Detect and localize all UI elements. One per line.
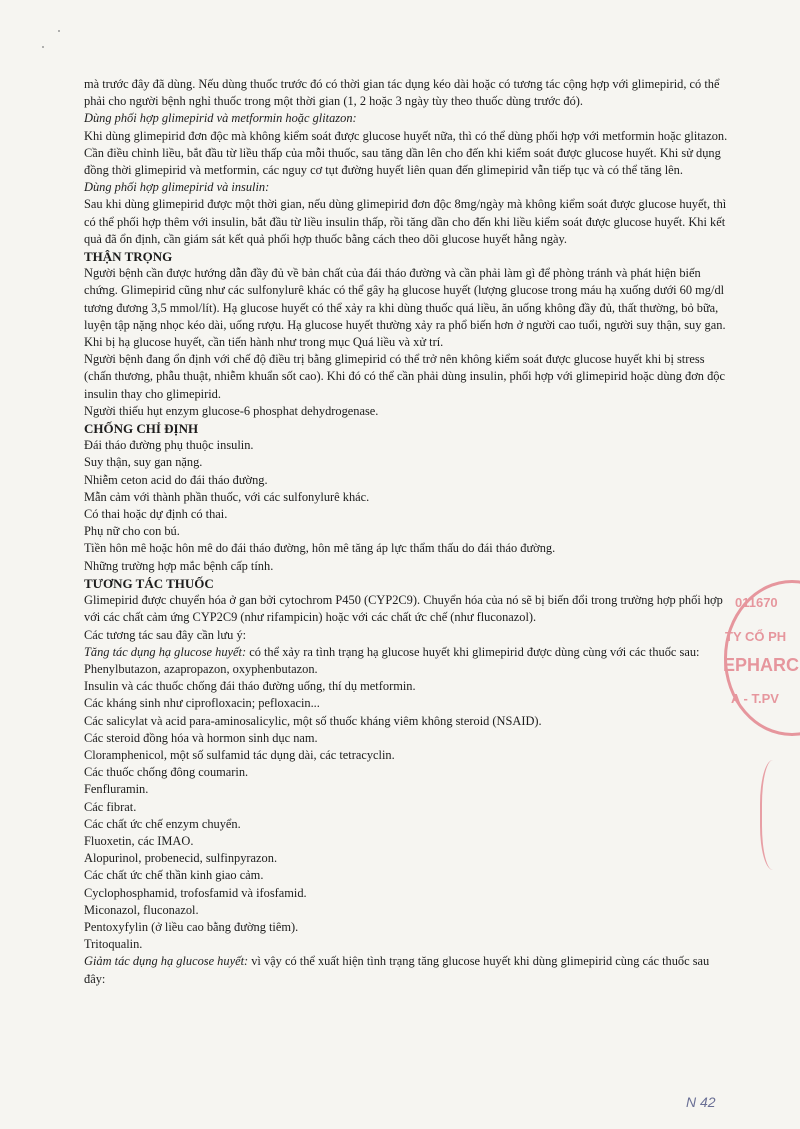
list-item: Phụ nữ cho con bú. (84, 524, 180, 539)
decrease-effect-paragraph (84, 953, 732, 987)
increase-effect-paragraph (84, 644, 732, 661)
speck (58, 30, 60, 32)
caution-paragraph: Người bệnh cần được hướng dẫn đầy đủ về bản chất của đái tháo đường và cần phải làm gì để phòng tránh và phát hiện biến chứng. Glimepirid cũng như các sulfonylurê khác có thể gây hạ glucose huyết (lượng glucose trong máu hạ xuống dưới 60 mg/dl tương đương 3,5 mmol/lít). Hạ glucose huyết có thể xảy ra khi dùng thuốc quá liều, ăn uống không đầy đủ, thất thường, bỏ bữa, luyện tập nặng nhọc kéo dài, uống rượu. Hạ glucose huyết thường xảy ra phổ biến hơn ở người cao tuổi, người suy thận, suy gan. Khi bị hạ glucose huyết, cần tiến hành như trong mục Quá liều và xử trí. (84, 266, 726, 350)
speck (42, 46, 44, 48)
list-item: Suy thận, suy gan nặng. (84, 455, 203, 470)
list-item: Tritoqualin. (84, 937, 143, 952)
company-stamp (724, 580, 800, 736)
increase-effect-title: Tăng tác dụng hạ glucose huyết: (84, 644, 247, 659)
list-item: Các thuốc chống đông coumarin. (84, 765, 249, 780)
caution-heading: THẬN TRỌNG (84, 249, 173, 265)
list-item: Các kháng sinh như ciprofloxacin; pefloxacin... (84, 696, 320, 711)
caution-paragraph: Người thiếu hụt enzym glucose-6 phosphat dehydrogenase. (84, 403, 379, 418)
list-item: Phenylbutazon, azapropazon, oxyphenbutazon. (84, 661, 318, 676)
increase-effect-list (84, 661, 732, 953)
document-page (84, 76, 732, 988)
interactions-intro: Glimepirid được chuyển hóa ở gan bởi cytochrom P450 (CYP2C9). Chuyển hóa của nó sẽ bị biến đổi trong trường hợp phối hợp với các chất cảm ứng CYP2C9 (như rifampicin) hoặc với các chất ức chế (như fluconazol). (84, 593, 723, 625)
combo-metformin-title: Dùng phối hợp glimepirid và metformin hoặc glitazon: (84, 111, 357, 126)
list-item: Các fibrat. (84, 799, 137, 814)
page-number-mark: N 42 (686, 1094, 716, 1110)
intro-paragraph: mà trước đây đã dùng. Nếu dùng thuốc trước đó có thời gian tác dụng kéo dài hoặc có tương tác cộng hợp với glimepirid, có thể phải cho người bệnh nghỉ thuốc trong một thời gian (1, 2 hoặc 3 ngày tùy theo thuốc dùng trước đó). (84, 77, 720, 109)
list-item: Đái tháo đường phụ thuộc insulin. (84, 438, 254, 453)
stamp-text: TY CỔ PH (725, 629, 787, 644)
list-item: Tiền hôn mê hoặc hôn mê do đái tháo đường, hôn mê tăng áp lực thẩm thấu do đái tháo đường. (84, 541, 556, 556)
list-item: Các steroid đồng hóa và hormon sinh dục nam. (84, 730, 318, 745)
combo-insulin-title: Dùng phối hợp glimepirid và insulin: (84, 180, 270, 195)
list-item: Pentoxyfylin (ở liều cao bằng đường tiêm). (84, 919, 299, 934)
combo-metformin-text: Khi dùng glimepirid đơn độc mà không kiểm soát được glucose huyết nữa, thì có thể dùng phối hợp với metformin hoặc glitazon. Cần điều chỉnh liều, bắt đầu từ liều thấp của mỗi thuốc, sau tăng dần lên cho đến khi kiểm soát được glucose huyết. Khi sử dụng đồng thời glimepirid và metformin, các nguy cơ tụt đường huyết liên quan đến glimepirid vẫn tiếp tục và có thể tăng lên. (84, 128, 728, 178)
list-item: Có thai hoặc dự định có thai. (84, 507, 228, 522)
contraindications-list (84, 437, 732, 575)
caution-paragraph: Người bệnh đang ổn định với chế độ điều trị bằng glimepirid có thể trở nên không kiểm soát được glucose huyết khi bị stress (chấn thương, phẫu thuật, nhiễm khuẩn sốt cao). Khi đó có thể cần phải dùng insulin, phối hợp với glimepirid hoặc dùng đơn độc insulin thay cho glimepirid. (84, 352, 725, 401)
combo-insulin-text: Sau khi dùng glimepirid được một thời gian, nếu dùng glimepirid đơn độc 8mg/ngày mà không kiểm soát được glucose huyết, thì có thể phối hợp thêm với insulin, bắt đầu từ liều insulin thấp, rồi tăng dần cho đến khi liều kiểm soát được glucose huyết. Khi kết quả đã ổn định, cần giám sát kết quả phối hợp thuốc bằng cách theo dõi glucose huyết hằng ngày. (84, 197, 727, 246)
list-item: Miconazol, fluconazol. (84, 902, 199, 917)
decrease-effect-text: vì vậy có thể xuất hiện tình trạng tăng glucose huyết khi dùng glimepirid cùng các thuốc sau đây: (84, 954, 710, 986)
stamp-text: A - T.PV (731, 691, 779, 706)
interactions-heading: TƯƠNG TÁC THUỐC (84, 575, 214, 591)
list-item: Nhiễm ceton acid do đái tháo đường. (84, 472, 268, 487)
list-item: Mẫn cảm với thành phần thuốc, với các sulfonylurê khác. (84, 489, 370, 504)
decrease-effect-title: Giảm tác dụng hạ glucose huyết: (84, 954, 249, 969)
list-item: Insulin và các thuốc chống đái tháo đường uống, thí dụ metformin. (84, 679, 416, 694)
list-item: Fenfluramin. (84, 782, 149, 797)
list-item: Các chất ức chế enzym chuyển. (84, 816, 241, 831)
signature-mark (760, 760, 792, 870)
contraindications-heading: CHỐNG CHỈ ĐỊNH (84, 421, 199, 437)
stamp-text: EPHARC (723, 655, 800, 675)
stamp-text: 011670 (735, 595, 778, 610)
list-item: Fluoxetin, các IMAO. (84, 833, 194, 848)
increase-effect-text: có thể xảy ra tình trạng hạ glucose huyết khi glimepirid được dùng cùng với các thuốc sau: (246, 644, 700, 659)
list-item: Các salicylat và acid para-aminosalicylic, một số thuốc kháng viêm không steroid (NSAID). (84, 713, 542, 728)
list-item: Cloramphenicol, một số sulfamid tác dụng dài, các tetracyclin. (84, 747, 395, 762)
list-item: Những trường hợp mắc bệnh cấp tính. (84, 558, 274, 573)
list-item: Alopurinol, probenecid, sulfinpyrazon. (84, 851, 278, 866)
list-item: Cyclophosphamid, trofosfamid và ifosfamid. (84, 885, 307, 900)
list-item: Các chất ức chế thần kinh giao cảm. (84, 868, 264, 883)
interactions-note: Các tương tác sau đây cần lưu ý: (84, 627, 247, 642)
